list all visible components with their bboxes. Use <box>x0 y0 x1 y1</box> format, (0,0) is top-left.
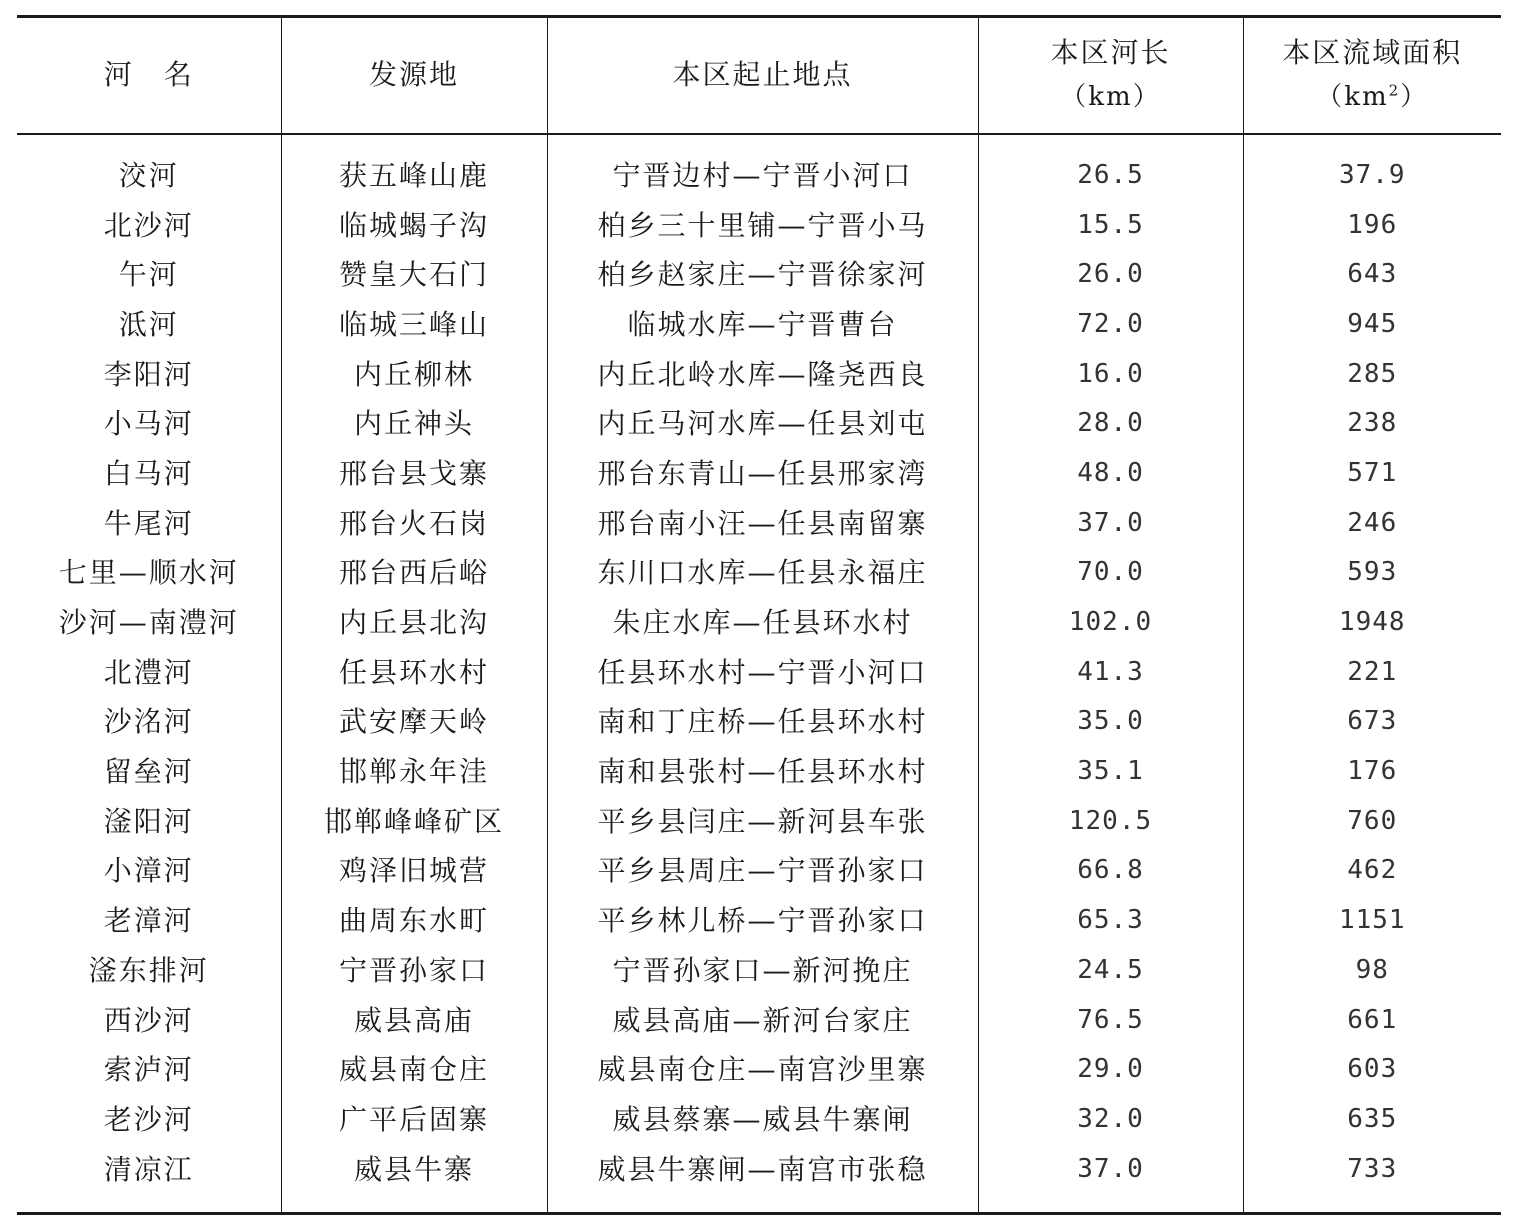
table-row <box>17 1144 1501 1213</box>
length-cell: 37.0 <box>978 1144 1243 1213</box>
table-row <box>17 498 1501 548</box>
area-cell: 238 <box>1243 399 1501 449</box>
area-cell: 37.9 <box>1243 134 1501 201</box>
river-table-container <box>17 15 1501 1215</box>
start-end-cell: 威县南仓庄—南宫沙里寨 <box>547 1045 978 1095</box>
source-cell: 曲周东水町 <box>281 896 547 946</box>
river-name-cell: 小马河 <box>103 407 194 441</box>
area-cell: 733 <box>1243 1144 1501 1213</box>
length-cell: 48.0 <box>978 449 1243 499</box>
river-name-cell: 清凉江 <box>17 1144 281 1213</box>
length-cell: 35.0 <box>978 697 1243 747</box>
area-cell: 1151 <box>1243 896 1501 946</box>
start-end-cell: 邢台南小汪—任县南留寨 <box>547 498 978 548</box>
source-cell: 威县牛寨 <box>281 1144 547 1213</box>
river-table <box>17 15 1501 1215</box>
start-end-cell: 威县牛寨闸—南宫市张稳 <box>547 1144 978 1213</box>
source-cell: 获五峰山鹿 <box>281 134 547 201</box>
start-end-cell: 宁晋孙家口—新河挽庄 <box>547 946 978 996</box>
length-cell: 26.5 <box>978 134 1243 201</box>
river-name-cell: 索泸河 <box>103 1053 194 1087</box>
header-start-end: 本区起止地点 <box>547 17 978 134</box>
start-end-cell: 朱庄水库—任县环水村 <box>547 598 978 648</box>
river-name-cell: 小漳河 <box>103 854 194 888</box>
header-river-name: 河 名 <box>17 17 281 134</box>
start-end-cell: 东川口水库—任县永福庄 <box>547 548 978 598</box>
header-source: 发源地 <box>281 17 547 134</box>
area-cell: 571 <box>1243 449 1501 499</box>
length-cell: 120.5 <box>978 796 1243 846</box>
start-end-cell: 南和丁庄桥—任县环水村 <box>547 697 978 747</box>
source-cell: 邢台火石岗 <box>281 498 547 548</box>
start-end-cell: 平乡县周庄—宁晋孙家口 <box>547 846 978 896</box>
table-row <box>17 647 1501 697</box>
length-cell: 28.0 <box>978 399 1243 449</box>
length-cell: 72.0 <box>978 300 1243 350</box>
area-cell: 603 <box>1243 1045 1501 1095</box>
area-cell: 643 <box>1243 250 1501 300</box>
area-cell: 221 <box>1243 647 1501 697</box>
river-name-cell: 北沙河 <box>103 208 194 242</box>
header-area-unit-sup: 2 <box>1388 81 1401 100</box>
table-body <box>17 134 1501 1214</box>
table-row <box>17 399 1501 449</box>
length-cell: 32.0 <box>978 1095 1243 1145</box>
start-end-cell: 威县蔡寨—威县牛寨闸 <box>547 1095 978 1145</box>
source-cell: 邢台西后峪 <box>281 548 547 598</box>
length-cell: 16.0 <box>978 349 1243 399</box>
source-cell: 鸡泽旧城营 <box>281 846 547 896</box>
river-name-cell: 牛尾河 <box>103 506 194 540</box>
river-name-cell: 滏阳河 <box>103 804 194 838</box>
river-name-cell: 滏东排河 <box>88 953 209 987</box>
table-row <box>17 134 1501 201</box>
source-cell: 邯郸永年洼 <box>281 747 547 797</box>
start-end-cell: 平乡林儿桥—宁晋孙家口 <box>547 896 978 946</box>
start-end-cell: 内丘马河水库—任县刘屯 <box>547 399 978 449</box>
header-area-unit <box>1244 75 1502 119</box>
table-row <box>17 697 1501 747</box>
river-name-cell: 西沙河 <box>103 1003 194 1037</box>
length-cell: 65.3 <box>978 896 1243 946</box>
length-cell: 76.5 <box>978 995 1243 1045</box>
area-cell: 176 <box>1243 747 1501 797</box>
river-name-cell: 老沙河 <box>103 1102 194 1136</box>
length-cell: 15.5 <box>978 200 1243 250</box>
source-cell: 邯郸峰峰矿区 <box>281 796 547 846</box>
table-header <box>17 17 1501 134</box>
length-cell: 26.0 <box>978 250 1243 300</box>
start-end-cell: 临城水库—宁晋曹台 <box>547 300 978 350</box>
start-end-cell: 邢台东青山—任县邢家湾 <box>547 449 978 499</box>
table-row <box>17 250 1501 300</box>
river-name-cell: 午河 <box>118 258 179 292</box>
start-end-cell: 南和县张村—任县环水村 <box>547 747 978 797</box>
start-end-cell: 平乡县闫庄—新河县车张 <box>547 796 978 846</box>
start-end-cell: 任县环水村—宁晋小河口 <box>547 647 978 697</box>
area-cell: 196 <box>1243 200 1501 250</box>
source-cell: 宁晋孙家口 <box>281 946 547 996</box>
table-row <box>17 548 1501 598</box>
river-name-cell: 沙河—南澧河 <box>58 606 239 640</box>
header-area-label: 本区流域面积 <box>1282 36 1463 70</box>
start-end-cell: 宁晋边村—宁晋小河口 <box>547 134 978 201</box>
river-name-cell: 泜河 <box>118 307 179 341</box>
area-cell: 945 <box>1243 300 1501 350</box>
river-name-cell: 沙洺河 <box>103 705 194 739</box>
area-cell: 673 <box>1243 697 1501 747</box>
table-row <box>17 449 1501 499</box>
table-row <box>17 300 1501 350</box>
table-row <box>17 598 1501 648</box>
area-cell: 661 <box>1243 995 1501 1045</box>
area-cell: 635 <box>1243 1095 1501 1145</box>
river-name-cell: 北澧河 <box>103 655 194 689</box>
area-cell: 462 <box>1243 846 1501 896</box>
length-cell: 41.3 <box>978 647 1243 697</box>
start-end-cell: 柏乡三十里铺—宁晋小马 <box>547 200 978 250</box>
area-cell: 593 <box>1243 548 1501 598</box>
header-length-label: 本区河长 <box>1050 36 1171 70</box>
source-cell: 威县南仓庄 <box>281 1045 547 1095</box>
source-cell: 广平后固寨 <box>281 1095 547 1145</box>
river-name-cell: 白马河 <box>103 456 194 490</box>
source-cell: 内丘柳林 <box>281 349 547 399</box>
length-cell: 102.0 <box>978 598 1243 648</box>
table-row <box>17 349 1501 399</box>
source-cell: 任县环水村 <box>281 647 547 697</box>
start-end-cell: 柏乡赵家庄—宁晋徐家河 <box>547 250 978 300</box>
header-length <box>978 17 1243 134</box>
table-row <box>17 995 1501 1045</box>
header-area-unit-prefix: （km <box>1316 82 1389 113</box>
start-end-cell: 内丘北岭水库—隆尧西良 <box>547 349 978 399</box>
area-cell: 285 <box>1243 349 1501 399</box>
length-cell: 35.1 <box>978 747 1243 797</box>
table-row <box>17 796 1501 846</box>
source-cell: 临城三峰山 <box>281 300 547 350</box>
length-cell: 66.8 <box>978 846 1243 896</box>
length-cell: 29.0 <box>978 1045 1243 1095</box>
river-name-cell: 洨河 <box>118 158 179 192</box>
start-end-cell: 威县高庙—新河台家庄 <box>547 995 978 1045</box>
table-row <box>17 846 1501 896</box>
length-cell: 70.0 <box>978 548 1243 598</box>
river-name-cell: 留垒河 <box>103 755 194 789</box>
source-cell: 邢台县戈寨 <box>281 449 547 499</box>
source-cell: 武安摩天岭 <box>281 697 547 747</box>
river-name-cell: 李阳河 <box>103 357 194 391</box>
table-row <box>17 1095 1501 1145</box>
table-row <box>17 1045 1501 1095</box>
source-cell: 内丘神头 <box>281 399 547 449</box>
area-cell: 1948 <box>1243 598 1501 648</box>
area-cell: 98 <box>1243 946 1501 996</box>
header-row <box>17 17 1501 134</box>
area-cell: 246 <box>1243 498 1501 548</box>
river-name-cell: 七里—顺水河 <box>58 556 239 590</box>
length-cell: 37.0 <box>978 498 1243 548</box>
source-cell: 赞皇大石门 <box>281 250 547 300</box>
river-name-cell: 老漳河 <box>103 904 194 938</box>
source-cell: 内丘县北沟 <box>281 598 547 648</box>
source-cell: 威县高庙 <box>281 995 547 1045</box>
length-cell: 24.5 <box>978 946 1243 996</box>
header-length-unit: （km） <box>1060 82 1161 113</box>
table-row <box>17 946 1501 996</box>
table-row <box>17 747 1501 797</box>
header-area <box>1243 17 1501 134</box>
area-cell: 760 <box>1243 796 1501 846</box>
table-row <box>17 200 1501 250</box>
source-cell: 临城蝎子沟 <box>281 200 547 250</box>
header-area-unit-suffix: ） <box>1400 82 1429 113</box>
table-row <box>17 896 1501 946</box>
